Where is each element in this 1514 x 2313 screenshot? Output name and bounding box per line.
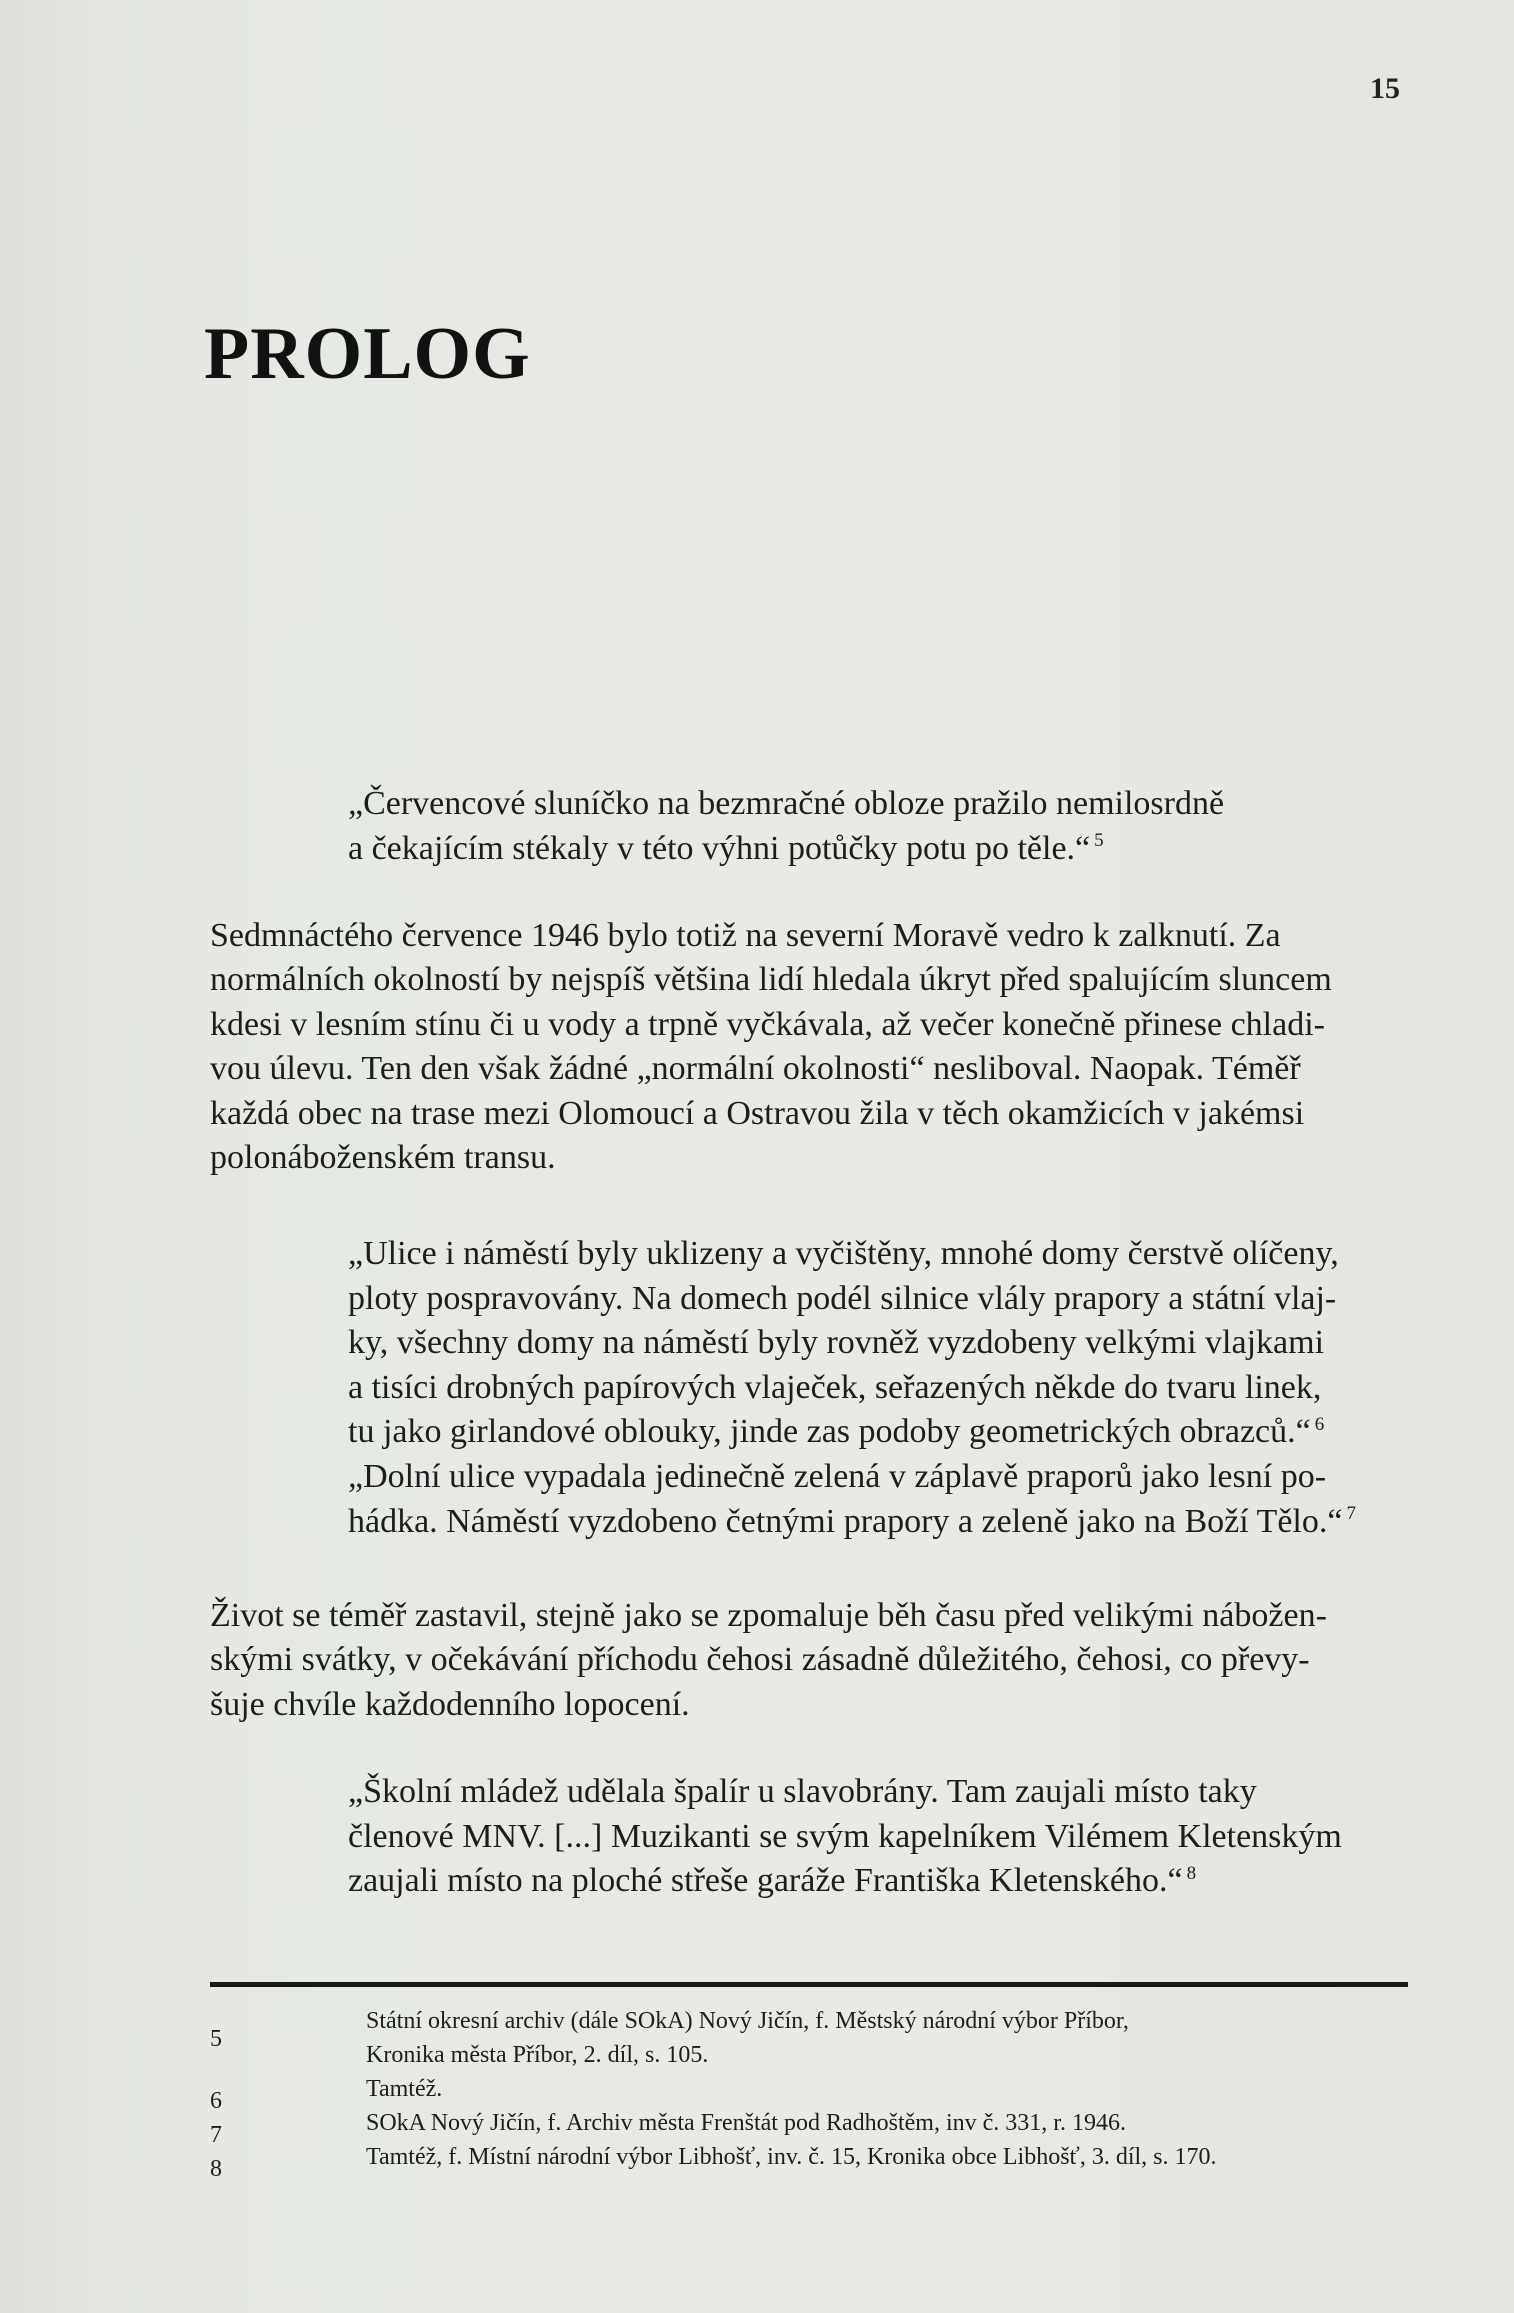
footnote-number: 6 (210, 2088, 222, 2114)
footnote-number: 5 (210, 2026, 222, 2052)
footnote-text: Tamtéž. (366, 2076, 443, 2102)
footnote-8 (210, 2140, 1408, 2182)
block-quote-1 (348, 782, 1408, 871)
paragraph-line: vou úlevu. Ten den však žádné „normální okolnosti“ nesliboval. Naopak. Téměř (210, 1050, 1301, 1088)
footnote-reference[interactable]: 7 (1346, 1503, 1356, 1525)
footnotes (210, 2004, 1408, 2182)
quote-line-with-ref (348, 1859, 1408, 1904)
quote-line: „Dolní ulice vypadala jedinečně zelená v záplavě praporů jako lesní po- (348, 1457, 1327, 1495)
quote-line: „Ulice i náměstí byly uklizeny a vyčištěny, mnohé domy čerstvě olíčeny, (348, 1235, 1339, 1272)
paragraph-line: každá obec na trase mezi Olomoucí a Ostravou žila v těch okamžicích v jakémsi (210, 1094, 1305, 1132)
quote-line: ploty pospravovány. Na domech podél silnice vlály prapory a státní vlaj- (348, 1279, 1337, 1317)
quote-line-with-ref (348, 827, 1408, 872)
paragraph-line: šuje chvíle každodenního lopocení. (210, 1685, 690, 1723)
quote-line: a čekajícím stékaly v této výhni potůčky potu po těle.“ (348, 829, 1091, 867)
footnote-number: 8 (210, 2156, 222, 2182)
quote-line: „Červencové sluníčko na bezmračné obloze pražilo nemilosrdně (348, 785, 1225, 822)
quote-line-with-ref (348, 1500, 1408, 1545)
footnote-reference[interactable]: 8 (1186, 1862, 1197, 1884)
paragraph-line: Život se téměř zastavil, stejně jako se zpomaluje běh času před velikými nábožen- (210, 1597, 1327, 1634)
footnote-5 (210, 2004, 1408, 2072)
footnote-7 (210, 2106, 1408, 2148)
footnote-reference[interactable]: 5 (1094, 830, 1104, 852)
paragraph-line: kdesi v lesním stínu či u vody a trpně vyčkávala, až večer konečně přinese chladi- (210, 1005, 1325, 1043)
quote-line: „Školní mládež udělala špalír u slavobrány. Tam zaujali místo taky (348, 1773, 1257, 1810)
quote-line: zaujali místo na ploché střeše garáže Františka Kletenského.“ (348, 1862, 1183, 1900)
chapter-title: PROLOG (204, 313, 531, 395)
footnote-text: Tamtéž, f. Místní národní výbor Libhošť, inv. č. 15, Kronika obce Libhošť, 3. díl, s. 170. (366, 2144, 1217, 2170)
quote-line: ky, všechny domy na náměstí byly rovněž vyzdobeny velkými vlajkami (348, 1324, 1325, 1362)
quote-line: členové MNV. [...] Muzikanti se svým kapelníkem Vilémem Kletenským (348, 1817, 1342, 1855)
paragraph-line: polonáboženském transu. (210, 1139, 556, 1177)
footnote-number: 7 (210, 2122, 222, 2148)
block-quote-2 (348, 1232, 1408, 1544)
quote-line: hádka. Náměstí vyzdobeno četnými prapory a zeleně jako na Boží Tělo.“ (348, 1502, 1343, 1540)
paragraph-line: skými svátky, v očekávání příchodu čehosi zásadně důležitého, čehosi, co převy- (210, 1641, 1310, 1679)
footnote-divider (210, 1982, 1408, 1987)
footnote-text: SOkA Nový Jičín, f. Archiv města Frenštát pod Radhoštěm, inv č. 331, r. 1946. (366, 2110, 1126, 2136)
paragraph-line: Sedmnáctého července 1946 bylo totiž na severní Moravě vedro k zalknutí. Za (210, 917, 1281, 954)
quote-line-with-ref (348, 1410, 1408, 1455)
paragraph-line: normálních okolností by nejspíš většina lidí hledala úkryt před spalujícím sluncem (210, 961, 1332, 999)
quote-line: tu jako girlandové oblouky, jinde zas podoby geometrických obrazců.“ (348, 1413, 1311, 1451)
body-paragraph-1 (210, 914, 1408, 1180)
body-paragraph-2 (210, 1594, 1408, 1727)
quote-line: a tisíci drobných papírových vlaječek, seřazených někde do tvaru linek, (348, 1368, 1322, 1406)
footnote-text: Kronika města Příbor, 2. díl, s. 105. (366, 2042, 709, 2068)
page-number: 15 (1370, 72, 1400, 105)
block-quote-3 (348, 1770, 1408, 1904)
footnote-text: Státní okresní archiv (dále SOkA) Nový Jičín, f. Městský národní výbor Příbor, (366, 2008, 1129, 2034)
footnote-6 (210, 2072, 1408, 2114)
footnote-reference[interactable]: 6 (1314, 1414, 1325, 1436)
